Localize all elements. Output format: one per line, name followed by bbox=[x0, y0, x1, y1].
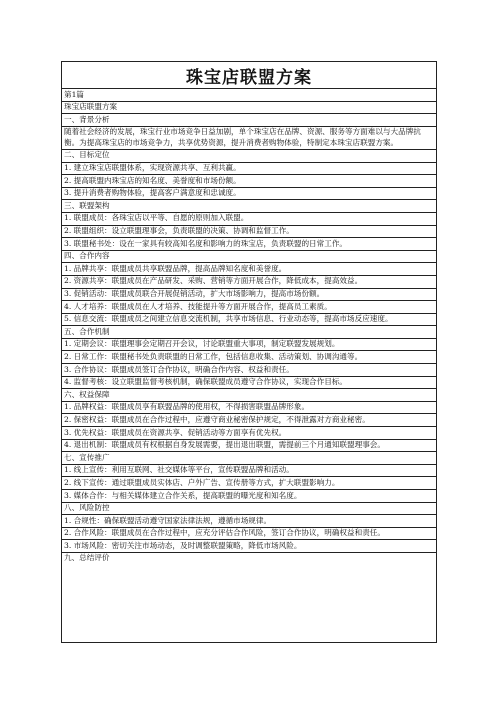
text-row: 4. 监督考核：设立联盟监督考核机制，确保联盟成员遵守合作协议，实现合作目标。 bbox=[62, 377, 436, 390]
section-heading: 四、合作内容 bbox=[62, 251, 436, 264]
text-row: 4. 人才培养：联盟成员在人才培养、技能提升等方面开展合作，提高员工素质。 bbox=[62, 301, 436, 314]
text-row: 3. 媒体合作：与相关媒体建立合作关系，提高联盟的曝光度和知名度。 bbox=[62, 490, 436, 503]
text-row: 随着社会经济的发展，珠宝行业市场竞争日益加剧，单个珠宝店在品牌、资源、服务等方面难以与大品牌抗衡。为提高珠宝店的市场竞争力，共享优势资源，提升消费者购物体验，特制定本珠宝店联盟方案。 bbox=[62, 127, 436, 150]
text-row: 3. 优先权益：联盟成员在资源共享、促销活动等方面享有优先权。 bbox=[62, 427, 436, 440]
section-heading: 五、合作机制 bbox=[62, 326, 436, 339]
text-row: 1. 品牌共享：联盟成员共享联盟品牌，提高品牌知名度和美誉度。 bbox=[62, 263, 436, 276]
text-row: 1. 合规性：确保联盟活动遵守国家法律法规，遵循市场规律。 bbox=[62, 515, 436, 528]
text-row: 5. 信息交流：联盟成员之间建立信息交流机制，共享市场信息、行业动态等，提高市场反应速度。 bbox=[62, 314, 436, 327]
text-row: 2. 线下宣传：通过联盟成员实体店、户外广告、宣传册等方式，扩大联盟影响力。 bbox=[62, 477, 436, 490]
text-row: 1. 定期会议：联盟理事会定期召开会议，讨论联盟重大事项，制定联盟发展规划。 bbox=[62, 339, 436, 352]
text-row: 2. 合作风险：联盟成员在合作过程中，应充分评估合作风险，签订合作协议，明确权益和责任。 bbox=[62, 528, 436, 541]
text-row: 2. 联盟组织：设立联盟理事会，负责联盟的决策、协调和监督工作。 bbox=[62, 226, 436, 239]
section-heading: 二、目标定位 bbox=[62, 150, 436, 163]
document-table bbox=[61, 61, 437, 643]
text-row: 3. 提升消费者购物体验，提高客户满意度和忠诚度。 bbox=[62, 188, 436, 201]
text-row: 1. 品牌权益：联盟成员享有联盟品牌的使用权，不得损害联盟品牌形象。 bbox=[62, 402, 436, 415]
text-row: 4. 退出机制：联盟成员有权根据自身发展需要，提出退出联盟，需提前三个月通知联盟理事会。 bbox=[62, 440, 436, 453]
text-row: 2. 日常工作：联盟秘书处负责联盟的日常工作，包括信息收集、活动策划、协调沟通等。 bbox=[62, 351, 436, 364]
text-row: 1. 联盟成员：各珠宝店以平等、自愿的原则加入联盟。 bbox=[62, 213, 436, 226]
section-heading: 九、总结评价 bbox=[64, 553, 110, 563]
title-row bbox=[62, 62, 436, 89]
section-heading: 一、背景分析 bbox=[62, 114, 436, 127]
text-row: 第1篇 bbox=[62, 89, 436, 102]
section-heading: 三、联盟架构 bbox=[62, 200, 436, 213]
section-heading: 七、宣传推广 bbox=[62, 452, 436, 465]
section-heading: 八、风险防控 bbox=[62, 503, 436, 516]
text-row: 2. 保密权益：联盟成员在合作过程中，应遵守商业秘密保护规定，不得泄露对方商业秘密。 bbox=[62, 414, 436, 427]
text-row: 3. 合作协议：联盟成员签订合作协议，明确合作内容、权益和责任。 bbox=[62, 364, 436, 377]
text-row: 3. 市场风险：密切关注市场动态，及时调整联盟策略，降低市场风险。 bbox=[62, 540, 436, 553]
text-row: 1. 线上宣传：利用互联网、社交媒体等平台，宣传联盟品牌和活动。 bbox=[62, 465, 436, 478]
text-row: 3. 促销活动：联盟成员联合开展促销活动，扩大市场影响力，提高市场份额。 bbox=[62, 289, 436, 302]
text-row: 1. 建立珠宝店联盟体系，实现资源共享、互利共赢。 bbox=[62, 163, 436, 176]
text-row: 3. 联盟秘书处：设在一家具有较高知名度和影响力的珠宝店，负责联盟的日常工作。 bbox=[62, 238, 436, 251]
section-heading: 六、权益保障 bbox=[62, 389, 436, 402]
text-row: 珠宝店联盟方案 bbox=[62, 102, 436, 115]
text-row: 2. 提高联盟内珠宝店的知名度、美誉度和市场份额。 bbox=[62, 175, 436, 188]
document-title: 珠宝店联盟方案 bbox=[186, 67, 312, 88]
text-row: 2. 资源共享：联盟成员在产品研发、采购、营销等方面开展合作，降低成本，提高效益。 bbox=[62, 276, 436, 289]
